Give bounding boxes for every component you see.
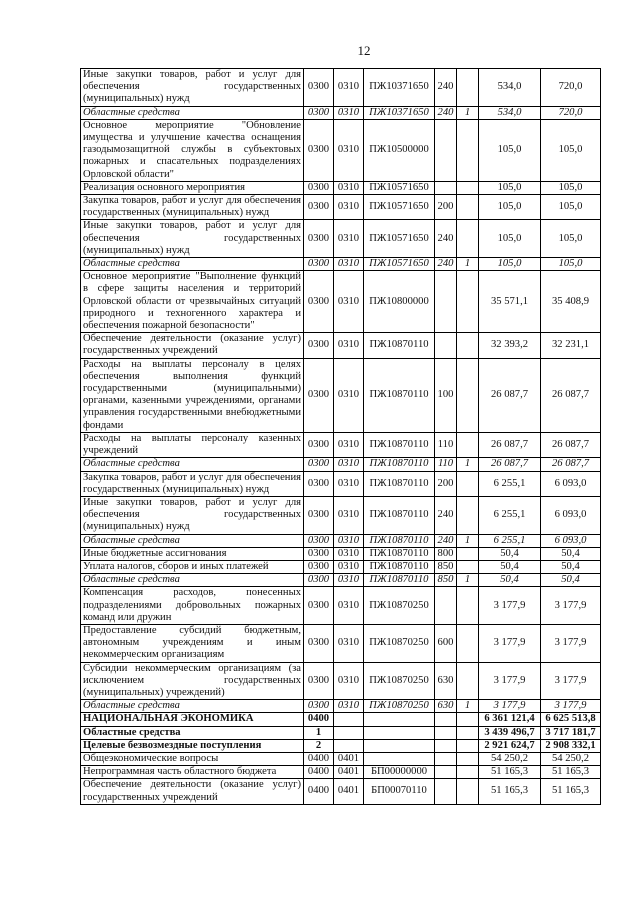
cell-name: Целевые безвозмездные поступления (81, 739, 304, 752)
table-row (81, 220, 601, 258)
table-row (81, 271, 601, 333)
cell-expense-type (435, 587, 457, 625)
table-row (81, 739, 601, 752)
cell-name: Обеспечение деятельности (оказание услуг) государственных учреждений (81, 333, 304, 358)
cell-subsection: 0310 (334, 271, 364, 333)
cell-source-code (457, 496, 479, 534)
cell-name: Иные бюджетные ассигнования (81, 547, 304, 560)
cell-expense-type (435, 713, 457, 726)
cell-amount-year-1: 26 087,7 (479, 458, 541, 471)
cell-amount-year-2: 50,4 (541, 547, 601, 560)
cell-expense-type: 240 (435, 496, 457, 534)
cell-amount-year-1: 6 255,1 (479, 534, 541, 547)
table-row (81, 181, 601, 194)
cell-target-article: ПЖ10870110 (364, 534, 435, 547)
cell-section: 0300 (304, 181, 334, 194)
cell-expense-type: 240 (435, 258, 457, 271)
table-row (81, 258, 601, 271)
cell-target-article: ПЖ10870250 (364, 624, 435, 662)
cell-subsection: 0310 (334, 458, 364, 471)
budget-table (80, 68, 601, 805)
cell-source-code (457, 119, 479, 181)
cell-amount-year-2: 3 177,9 (541, 587, 601, 625)
cell-amount-year-2: 54 250,2 (541, 752, 601, 765)
cell-expense-type (435, 739, 457, 752)
cell-amount-year-1: 50,4 (479, 574, 541, 587)
cell-amount-year-2: 105,0 (541, 220, 601, 258)
cell-subsection: 0310 (334, 534, 364, 547)
cell-subsection: 0310 (334, 119, 364, 181)
cell-amount-year-1: 50,4 (479, 560, 541, 573)
table-row (81, 752, 601, 765)
cell-target-article: БП00000000 (364, 766, 435, 779)
cell-source-code: 1 (457, 258, 479, 271)
cell-name: Предоставление субсидий бюджетным, автономным учреждениям и иным некоммерческим организациям (81, 624, 304, 662)
table-row (81, 700, 601, 713)
cell-section: 0400 (304, 766, 334, 779)
cell-source-code (457, 560, 479, 573)
cell-section: 0300 (304, 258, 334, 271)
cell-amount-year-2: 51 165,3 (541, 779, 601, 804)
cell-amount-year-2: 26 087,7 (541, 358, 601, 432)
cell-amount-year-2: 2 908 332,1 (541, 739, 601, 752)
cell-target-article (364, 752, 435, 765)
cell-name: Расходы на выплаты персоналу казенных учреждений (81, 432, 304, 457)
cell-source-code (457, 271, 479, 333)
cell-target-article: ПЖ10571650 (364, 258, 435, 271)
cell-source-code: 1 (457, 534, 479, 547)
cell-expense-type: 600 (435, 624, 457, 662)
cell-subsection: 0401 (334, 766, 364, 779)
cell-target-article: ПЖ10571650 (364, 181, 435, 194)
cell-target-article: ПЖ10870250 (364, 662, 435, 700)
table-row (81, 560, 601, 573)
table-row (81, 534, 601, 547)
cell-target-article: ПЖ10870110 (364, 574, 435, 587)
cell-target-article (364, 726, 435, 739)
table-row (81, 574, 601, 587)
cell-source-code (457, 333, 479, 358)
cell-expense-type: 200 (435, 195, 457, 220)
cell-source-code (457, 779, 479, 804)
cell-source-code (457, 713, 479, 726)
cell-name: Иные закупки товаров, работ и услуг для обеспечения государственных (муниципальных) нужд (81, 69, 304, 107)
cell-subsection: 0310 (334, 662, 364, 700)
cell-subsection: 0401 (334, 779, 364, 804)
cell-expense-type (435, 726, 457, 739)
cell-section: 0300 (304, 574, 334, 587)
cell-amount-year-2: 50,4 (541, 560, 601, 573)
cell-amount-year-2: 6 625 513,8 (541, 713, 601, 726)
cell-target-article (364, 713, 435, 726)
cell-amount-year-2: 6 093,0 (541, 534, 601, 547)
cell-expense-type: 110 (435, 458, 457, 471)
cell-name: Областные средства (81, 458, 304, 471)
table-row (81, 779, 601, 804)
cell-amount-year-1: 105,0 (479, 181, 541, 194)
cell-subsection: 0401 (334, 752, 364, 765)
cell-section: 0300 (304, 432, 334, 457)
table-row (81, 726, 601, 739)
cell-section: 0300 (304, 534, 334, 547)
table-row (81, 119, 601, 181)
cell-name: Иные закупки товаров, работ и услуг для обеспечения государственных (муниципальных) нужд (81, 496, 304, 534)
cell-target-article: ПЖ10571650 (364, 220, 435, 258)
cell-expense-type: 630 (435, 700, 457, 713)
cell-name: Компенсация расходов, понесенных подразделениями добровольных пожарных команд или дружин (81, 587, 304, 625)
cell-subsection: 0310 (334, 574, 364, 587)
cell-subsection: 0310 (334, 106, 364, 119)
cell-expense-type: 100 (435, 358, 457, 432)
cell-name: Непрограммная часть областного бюджета (81, 766, 304, 779)
cell-section: 0300 (304, 220, 334, 258)
cell-source-code (457, 766, 479, 779)
cell-expense-type (435, 181, 457, 194)
table-row (81, 766, 601, 779)
table-row (81, 624, 601, 662)
cell-amount-year-1: 26 087,7 (479, 432, 541, 457)
cell-amount-year-1: 534,0 (479, 106, 541, 119)
table-row (81, 69, 601, 107)
cell-amount-year-2: 3 177,9 (541, 700, 601, 713)
cell-subsection: 0310 (334, 333, 364, 358)
cell-section: 0300 (304, 333, 334, 358)
cell-amount-year-1: 3 177,9 (479, 624, 541, 662)
cell-amount-year-1: 32 393,2 (479, 333, 541, 358)
cell-target-article: ПЖ10870110 (364, 333, 435, 358)
cell-subsection: 0310 (334, 69, 364, 107)
cell-target-article: ПЖ10371650 (364, 69, 435, 107)
cell-name: Расходы на выплаты персоналу в целях обеспечения выполнения функций государственными (муниципальными) органами, казенными учреждениями, органами управления государственными внебюджетными фондами (81, 358, 304, 432)
table-row (81, 333, 601, 358)
cell-source-code (457, 752, 479, 765)
cell-section: 0300 (304, 358, 334, 432)
cell-amount-year-1: 105,0 (479, 220, 541, 258)
cell-amount-year-1: 54 250,2 (479, 752, 541, 765)
table-row (81, 195, 601, 220)
cell-subsection: 0310 (334, 624, 364, 662)
cell-section: 0300 (304, 195, 334, 220)
cell-source-code (457, 69, 479, 107)
cell-amount-year-1: 6 255,1 (479, 471, 541, 496)
cell-amount-year-2: 720,0 (541, 106, 601, 119)
cell-source-code (457, 432, 479, 457)
cell-subsection: 0310 (334, 432, 364, 457)
cell-subsection (334, 739, 364, 752)
table-row (81, 432, 601, 457)
cell-source-code (457, 181, 479, 194)
cell-amount-year-2: 51 165,3 (541, 766, 601, 779)
cell-subsection: 0310 (334, 700, 364, 713)
cell-expense-type (435, 271, 457, 333)
cell-amount-year-2: 105,0 (541, 181, 601, 194)
cell-expense-type (435, 119, 457, 181)
cell-amount-year-1: 51 165,3 (479, 766, 541, 779)
cell-amount-year-1: 3 439 496,7 (479, 726, 541, 739)
cell-subsection: 0310 (334, 220, 364, 258)
cell-source-code: 1 (457, 458, 479, 471)
cell-amount-year-1: 6 255,1 (479, 496, 541, 534)
cell-section: 0300 (304, 700, 334, 713)
cell-amount-year-2: 6 093,0 (541, 471, 601, 496)
table-row (81, 587, 601, 625)
cell-section: 0300 (304, 662, 334, 700)
cell-amount-year-2: 105,0 (541, 195, 601, 220)
cell-amount-year-2: 6 093,0 (541, 496, 601, 534)
cell-amount-year-2: 26 087,7 (541, 432, 601, 457)
cell-amount-year-1: 51 165,3 (479, 779, 541, 804)
cell-amount-year-2: 35 408,9 (541, 271, 601, 333)
cell-section: 0300 (304, 471, 334, 496)
cell-name: Основное мероприятие "Обновление имущества и улучшение качества оснащения газодымозащитной службы в субъектовых пожарных и спасательных подразделениях Орловской области" (81, 119, 304, 181)
cell-section: 0300 (304, 587, 334, 625)
cell-amount-year-2: 720,0 (541, 69, 601, 107)
cell-name: Общеэкономические вопросы (81, 752, 304, 765)
budget-table-body (81, 69, 601, 805)
cell-source-code (457, 739, 479, 752)
cell-section: 0400 (304, 779, 334, 804)
cell-subsection: 0310 (334, 560, 364, 573)
table-row (81, 713, 601, 726)
cell-name: Иные закупки товаров, работ и услуг для обеспечения государственных (муниципальных) нужд (81, 220, 304, 258)
cell-target-article: ПЖ10870110 (364, 471, 435, 496)
cell-expense-type: 240 (435, 534, 457, 547)
table-row (81, 358, 601, 432)
cell-source-code (457, 547, 479, 560)
cell-expense-type: 850 (435, 560, 457, 573)
cell-source-code (457, 195, 479, 220)
cell-amount-year-2: 3 717 181,7 (541, 726, 601, 739)
cell-source-code (457, 471, 479, 496)
cell-name: Областные средства (81, 700, 304, 713)
cell-amount-year-1: 6 361 121,4 (479, 713, 541, 726)
cell-source-code (457, 358, 479, 432)
cell-section: 0300 (304, 106, 334, 119)
cell-section: 0400 (304, 752, 334, 765)
cell-name: Уплата налогов, сборов и иных платежей (81, 560, 304, 573)
cell-amount-year-1: 35 571,1 (479, 271, 541, 333)
cell-section: 0300 (304, 271, 334, 333)
cell-source-code: 1 (457, 700, 479, 713)
cell-subsection: 0310 (334, 258, 364, 271)
cell-amount-year-2: 105,0 (541, 119, 601, 181)
cell-amount-year-2: 3 177,9 (541, 662, 601, 700)
cell-subsection: 0310 (334, 195, 364, 220)
cell-section: 0300 (304, 560, 334, 573)
cell-name: НАЦИОНАЛЬНАЯ ЭКОНОМИКА (81, 713, 304, 726)
cell-name: Областные средства (81, 106, 304, 119)
cell-section: 0300 (304, 69, 334, 107)
table-row (81, 458, 601, 471)
cell-expense-type (435, 779, 457, 804)
cell-source-code (457, 220, 479, 258)
cell-name: Областные средства (81, 726, 304, 739)
cell-subsection (334, 713, 364, 726)
table-row (81, 547, 601, 560)
cell-target-article: ПЖ10870110 (364, 547, 435, 560)
cell-target-article (364, 739, 435, 752)
cell-name: Субсидии некоммерческим организациям (за исключением государственных (муниципальных) учреждений) (81, 662, 304, 700)
cell-amount-year-1: 50,4 (479, 547, 541, 560)
cell-expense-type: 110 (435, 432, 457, 457)
cell-target-article: ПЖ10870250 (364, 700, 435, 713)
cell-target-article: ПЖ10500000 (364, 119, 435, 181)
cell-name: Основное мероприятие "Выполнение функций в сфере защиты населения и территорий Орловской области от чрезвычайных ситуаций природного и техногенного характера и обеспечения пожарной безопасности" (81, 271, 304, 333)
cell-subsection: 0310 (334, 181, 364, 194)
cell-source-code (457, 662, 479, 700)
table-row (81, 496, 601, 534)
cell-expense-type (435, 766, 457, 779)
cell-section: 1 (304, 726, 334, 739)
cell-amount-year-1: 534,0 (479, 69, 541, 107)
cell-name: Областные средства (81, 534, 304, 547)
cell-section: 0300 (304, 458, 334, 471)
cell-amount-year-1: 3 177,9 (479, 662, 541, 700)
cell-source-code (457, 587, 479, 625)
cell-target-article: ПЖ10870250 (364, 587, 435, 625)
cell-expense-type: 850 (435, 574, 457, 587)
cell-name: Областные средства (81, 258, 304, 271)
cell-target-article: ПЖ10571650 (364, 195, 435, 220)
cell-expense-type: 630 (435, 662, 457, 700)
cell-subsection: 0310 (334, 496, 364, 534)
cell-name: Закупка товаров, работ и услуг для обеспечения государственных (муниципальных) нужд (81, 195, 304, 220)
cell-section: 0400 (304, 713, 334, 726)
cell-subsection: 0310 (334, 547, 364, 560)
cell-amount-year-2: 3 177,9 (541, 624, 601, 662)
cell-section: 0300 (304, 547, 334, 560)
cell-name: Реализация основного мероприятия (81, 181, 304, 194)
cell-target-article: ПЖ10870110 (364, 560, 435, 573)
cell-name: Областные средства (81, 574, 304, 587)
cell-amount-year-2: 32 231,1 (541, 333, 601, 358)
table-row (81, 471, 601, 496)
cell-amount-year-1: 105,0 (479, 258, 541, 271)
cell-amount-year-2: 26 087,7 (541, 458, 601, 471)
cell-target-article: ПЖ10800000 (364, 271, 435, 333)
cell-name: Обеспечение деятельности (оказание услуг) государственных учреждений (81, 779, 304, 804)
cell-source-code: 1 (457, 574, 479, 587)
cell-expense-type: 200 (435, 471, 457, 496)
cell-source-code: 1 (457, 106, 479, 119)
cell-amount-year-1: 2 921 624,7 (479, 739, 541, 752)
cell-target-article: ПЖ10870110 (364, 496, 435, 534)
cell-source-code (457, 624, 479, 662)
cell-target-article: БП00070110 (364, 779, 435, 804)
cell-amount-year-2: 50,4 (541, 574, 601, 587)
cell-amount-year-1: 105,0 (479, 195, 541, 220)
cell-target-article: ПЖ10371650 (364, 106, 435, 119)
cell-target-article: ПЖ10870110 (364, 432, 435, 457)
cell-section: 0300 (304, 624, 334, 662)
table-row (81, 662, 601, 700)
cell-subsection: 0310 (334, 587, 364, 625)
cell-subsection: 0310 (334, 358, 364, 432)
cell-amount-year-1: 3 177,9 (479, 700, 541, 713)
cell-subsection (334, 726, 364, 739)
table-row (81, 106, 601, 119)
cell-expense-type: 240 (435, 69, 457, 107)
cell-target-article: ПЖ10870110 (364, 458, 435, 471)
cell-section: 0300 (304, 496, 334, 534)
cell-amount-year-1: 105,0 (479, 119, 541, 181)
cell-expense-type: 240 (435, 220, 457, 258)
cell-section: 0300 (304, 119, 334, 181)
cell-expense-type: 800 (435, 547, 457, 560)
cell-amount-year-2: 105,0 (541, 258, 601, 271)
page-number: 12 (357, 43, 371, 58)
cell-expense-type (435, 752, 457, 765)
cell-target-article: ПЖ10870110 (364, 358, 435, 432)
cell-name: Закупка товаров, работ и услуг для обеспечения государственных (муниципальных) нужд (81, 471, 304, 496)
cell-amount-year-1: 26 087,7 (479, 358, 541, 432)
cell-expense-type (435, 333, 457, 358)
cell-subsection: 0310 (334, 471, 364, 496)
cell-source-code (457, 726, 479, 739)
cell-amount-year-1: 3 177,9 (479, 587, 541, 625)
cell-section: 2 (304, 739, 334, 752)
cell-expense-type: 240 (435, 106, 457, 119)
